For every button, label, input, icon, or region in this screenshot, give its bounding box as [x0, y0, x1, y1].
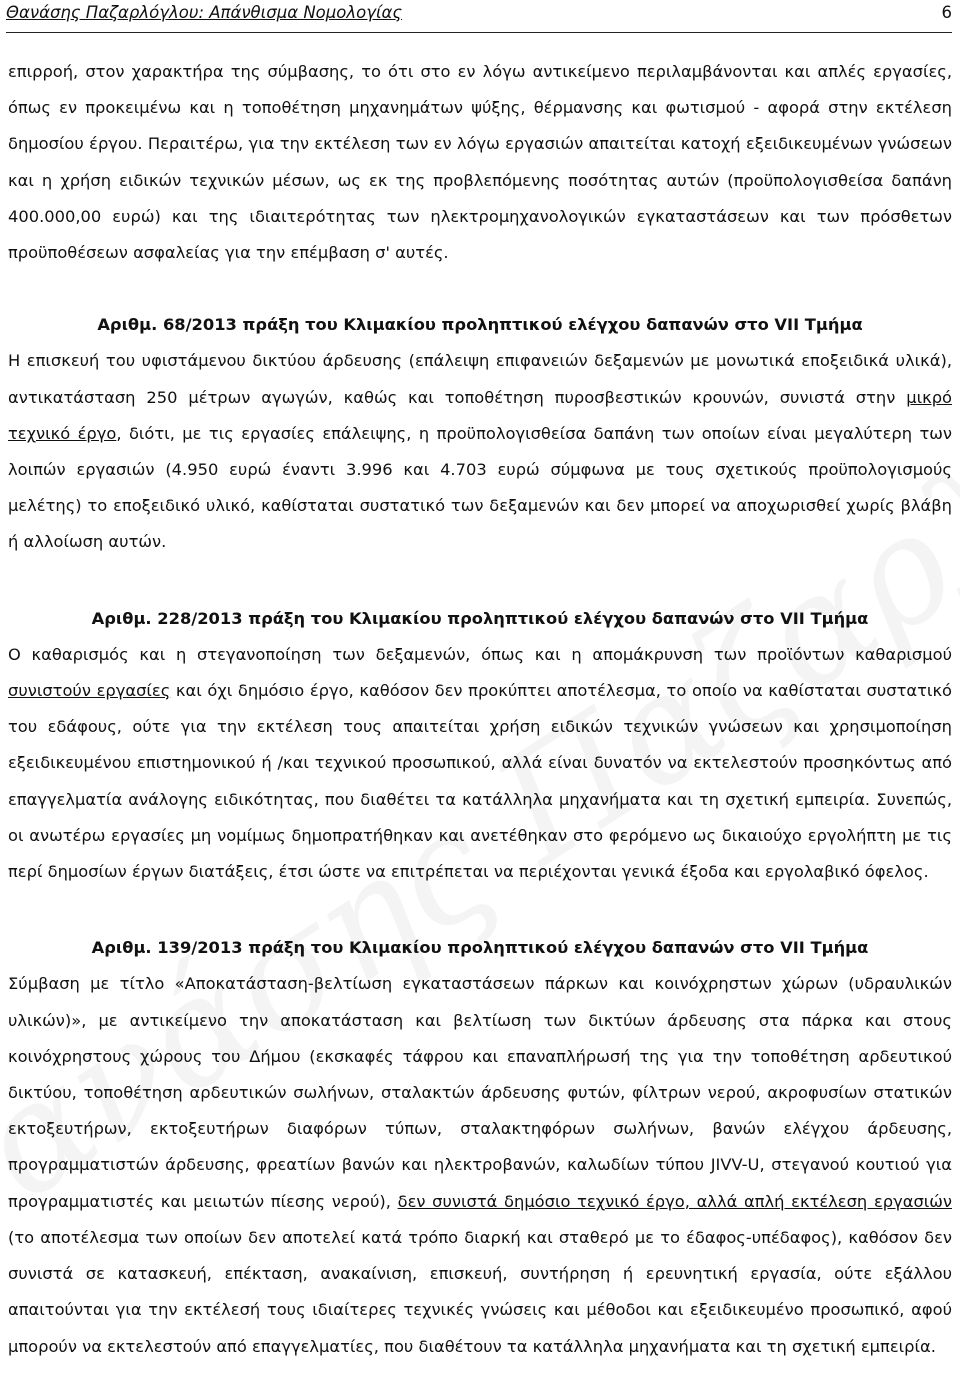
paragraph-text: Σύμβαση με τίτλο «Αποκατάσταση-βελτίωση εγκαταστάσεων πάρκων και κοινόχρηστων χώρων (υδραυλικών υλικών)», με αντικείμενο την αποκατάσταση και βελτίωση των δικτύων άρδευσης στα πάρκα και στους κοινόχρηστους χώρους του Δήμου (εκσκαφές τάφρου και επαναπλήρωσή της για την τοποθέτηση αρδευτικού δικτύου, τοποθέτηση αρδευτικών σωλήνων, σταλακτών άρδευσης φυτών, φίλτρων νερού, ακροφυσίων στατικών εκτοξευτήρων, εκτοξευτήρων διαφόρων τύπων, σταλακτηφόρων σωλήνων, βανών ελέγχου άρδευσης, προγραμματιστών άρδευσης, φρεατίων βανών και ηλεκτροβανών, καλωδίων τύπου JIVV-U, στεγανού κουτιού για προγραμματιστές και μειωτών πίεσης νερού),	[8, 974, 952, 1211]
intro-paragraph: επιρροή, στον χαρακτήρα της σύμβασης, το ότι στο εν λόγω αντικείμενο περιλαμβάνονται και απλές εργασίες, όπως εν προκειμένω και η τοποθέτηση μηχανημάτων ψύξης, θέρμανσης και φωτισμού - αφορά στην εκτέλεση δημοσίου έργου. Περαιτέρω, για την εκτέλεση των εν λόγω εργασιών απαιτείται κατοχή εξειδικευμένων γνώσεων και η χρήση ειδικών τεχνικών μέσων, ως εκ της προβλεπόμενης ποσότητας αυτών (προϋπολογισθείσα δαπάνη 400.000,00 ευρώ) και της ιδιαιτερότητας των ηλεκτρομηχανολογικών εγκαταστάσεων και των πρόσθετων προϋποθέσεων ασφαλείας για την επέμβαση σ' αυτές.	[8, 62, 952, 263]
section-heading: Αριθμ. 228/2013 πράξη του Κλιμακίου προληπτικού ελέγχου δαπανών στο VII Τμήμα	[91, 608, 869, 628]
section-heading: Αριθμ. 139/2013 πράξη του Κλιμακίου προληπτικού ελέγχου δαπανών στο VII Τμήμα	[91, 938, 869, 958]
underlined-text: μικρό τεχνικό έργο	[8, 387, 952, 443]
paragraph-text: Η επισκευή του υφιστάμενου δικτύου άρδευσης (επάλειψη επιφανειών δεξαμενών με μονωτικά εποξειδικά υλικά), αντικατάσταση 250 μέτρων αγωγών, καθώς και τοποθέτηση πυροσβεστικών κρουνών, συνιστά στην	[8, 351, 952, 407]
paragraph-text: , διότι, με τις εργασίες επάλειψης, η προϋπολογισθείσα δαπάνη των οποίων είναι μεγαλύτερη των λοιπών εργασιών (4.950 ευρώ έναντι 3.996 και 4.703 ευρώ σύμφωνα με τους σχετικούς προϋπολογισμούς μελέτης) το εποξειδικό υλικό, καθίσταται συστατικό των δεξαμενών και δεν μπορεί να αποχωρισθεί χωρίς βλάβη ή αλλοίωση αυτών.	[8, 423, 952, 552]
underlined-text: συνιστούν εργασίες	[8, 681, 171, 701]
paragraph-text: και όχι δημόσιο έργο, καθόσον δεν προκύπτει αποτέλεσμα, το οποίο να καθίσταται συστατικό του εδάφους, ούτε για την εκτέλεση τους απαιτείται χρήση ειδικών τεχνικών γνώσεων και χρησιμοποίηση εξειδικευμένου επιστημονικού ή /και τεχνικού προσωπικού, αλλά είναι δυνατόν να εκτελεστούν προσηκόντως από επαγγελματία ανάλογης ειδικότητας, που διαθέτει τα κατάλληλα μηχανήματα και τη σχετική εμπειρία. Συνεπώς, οι ανωτέρω εργασίες μη νομίμως δημοπρατήθηκαν και ανετέθηκαν στο φερόμενο ως δικαιούχο εργολήπτη με τις περί δημοσίων έργων διατάξεις, έτσι ώστε να επιτρέπεται να περιέχονται γενικά έξοδα και εργολαβικό όφελος.	[8, 681, 952, 882]
spacer	[8, 890, 952, 930]
document-body	[8, 54, 952, 1365]
section-heading: Αριθμ. 68/2013 πράξη του Κλιμακίου προληπτικού ελέγχου δαπανών στο VII Τμήμα	[97, 315, 863, 335]
page-header	[6, 0, 952, 33]
page-number: 6	[941, 3, 952, 22]
paragraph-text: (το αποτέλεσμα των οποίων δεν αποτελεί κατά τρόπο διαρκή και σταθερό με το έδαφος-υπέδαφος), καθόσον δεν συνιστά σε κατασκευή, επέκταση, ανακαίνιση, επισκευή, συντήρηση ή ερευνητική εργασία, ούτε εξάλλου απαιτούνται για την εκτέλεσή τους ιδιαίτερες τεχνικές γνώσεις και μέθοδοι και εξειδικευμένο προσωπικό, αφού μπορούν να εκτελεστούν από επαγγελματίες, που διαθέτουν τα κατάλληλα μηχανήματα και τη σχετική εμπειρία.	[8, 1227, 952, 1356]
spacer	[8, 561, 952, 601]
header-title: Θανάσης Παζαρλόγλου: Απάνθισμα Νομολογίας	[6, 3, 403, 22]
section-paragraph	[8, 637, 952, 890]
section-paragraph	[8, 343, 952, 560]
paragraph-text: Ο καθαρισμός και η στεγανοποίηση των δεξαμενών, όπως και η απομάκρυνση των προϊόντων καθαρισμού	[8, 644, 952, 664]
spacer	[8, 271, 952, 307]
underlined-text: δεν συνιστά δημόσιο τεχνικό έργο, αλλά απλή εκτέλεση εργασιών	[397, 1191, 952, 1211]
section-paragraph	[8, 966, 952, 1364]
